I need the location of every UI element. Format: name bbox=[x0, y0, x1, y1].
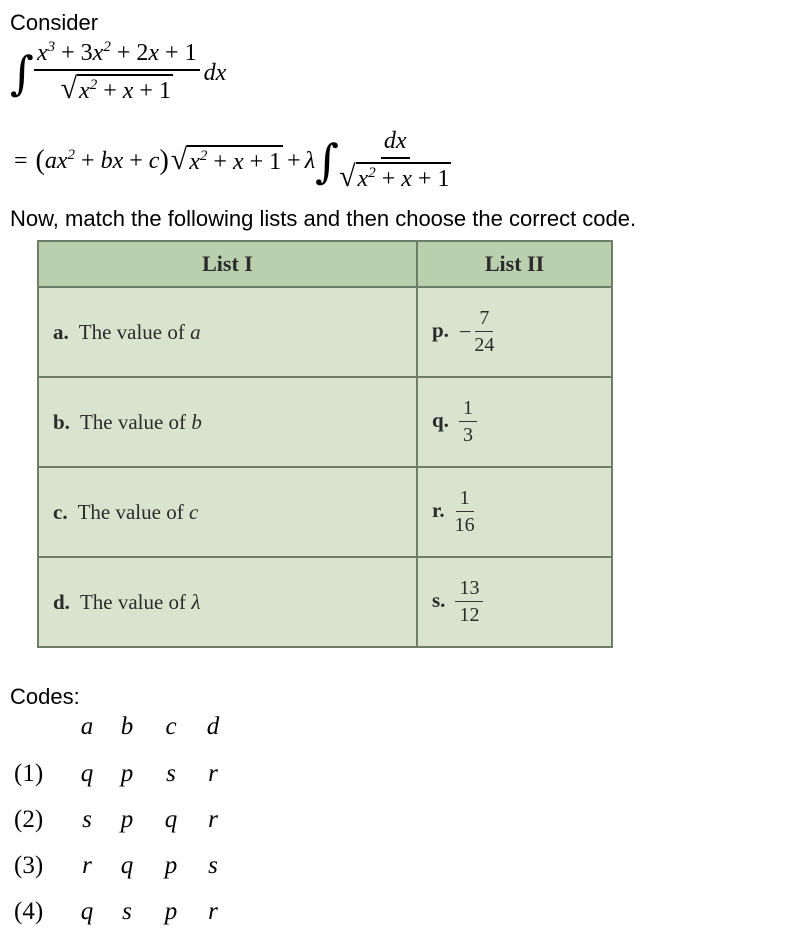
code-cell: p bbox=[164, 898, 178, 925]
integral-sign: ∫ bbox=[10, 46, 34, 100]
row-text: The value of bbox=[79, 409, 187, 434]
code-cell: s bbox=[122, 898, 132, 925]
match-table-image bbox=[37, 240, 613, 648]
code-header-cell: c bbox=[165, 713, 177, 740]
code-cell: r bbox=[208, 898, 218, 925]
table-row bbox=[38, 467, 612, 557]
code-cell: q bbox=[120, 852, 134, 879]
row-label: b. bbox=[53, 409, 70, 434]
answer-label: p. bbox=[432, 317, 449, 342]
code-cell: q bbox=[80, 760, 94, 787]
code-cell: s bbox=[82, 806, 92, 833]
table-row bbox=[38, 377, 612, 467]
result-fraction: dx √ $x^2 + x + 1$ bbox=[339, 128, 450, 193]
intro-text: Consider bbox=[10, 10, 99, 35]
answer-sign: − bbox=[458, 319, 472, 344]
code-cell: s bbox=[166, 760, 176, 787]
code-cell: p bbox=[164, 852, 178, 879]
code-cell: s bbox=[208, 852, 218, 879]
row-variable: λ bbox=[191, 589, 201, 614]
row-variable: a bbox=[190, 319, 201, 344]
answer-fraction: $\frac{13}{12}$ bbox=[455, 577, 483, 627]
option-number: (1) bbox=[14, 760, 44, 787]
answer-fraction: $\frac{1}{3}$ bbox=[459, 397, 477, 447]
row-label: c. bbox=[53, 499, 68, 524]
row-variable: c bbox=[188, 499, 199, 524]
equation-integral: ∫ $x^3 + 3x^2 + 2x + 1$ √ $x^2 + x + 1$ dx bbox=[10, 39, 227, 105]
code-cell: q bbox=[80, 898, 94, 925]
integral-sign: ∫ bbox=[315, 134, 340, 188]
code-cell: r bbox=[208, 760, 218, 787]
answer-label: s. bbox=[432, 587, 446, 612]
codes-label: Codes: bbox=[10, 684, 80, 709]
list-i-header: List I bbox=[38, 241, 417, 287]
code-header-cell: d bbox=[206, 713, 220, 740]
answer-label: r. bbox=[432, 497, 445, 522]
table-row bbox=[38, 557, 612, 647]
row-label: d. bbox=[53, 589, 70, 614]
answer-label: q. bbox=[432, 407, 449, 432]
code-cell: p bbox=[120, 760, 134, 787]
code-cell: r bbox=[82, 852, 92, 879]
code-cell: q bbox=[164, 806, 178, 833]
option-number: (2) bbox=[14, 806, 44, 833]
code-header-cell: a bbox=[80, 713, 94, 740]
row-text: The value of bbox=[79, 589, 187, 614]
equation-result: = ( $ax^2$ + bx + c ) √ $x^2 + x + 1$ + λ ∫ dx √ $x^2 + x + 1$ bbox=[14, 128, 450, 193]
row-variable: b bbox=[191, 409, 202, 434]
code-cell: r bbox=[208, 806, 218, 833]
row-label: a. bbox=[53, 319, 69, 344]
code-cell: p bbox=[120, 806, 134, 833]
match-table bbox=[37, 240, 613, 648]
instruction-text: Now, match the following lists and then choose the correct code. bbox=[10, 206, 637, 231]
row-text: The value of bbox=[78, 319, 185, 344]
option-number: (3) bbox=[14, 852, 44, 879]
answer-fraction: $\frac{7}{24}$ bbox=[474, 307, 495, 356]
option-number: (4) bbox=[14, 898, 44, 925]
code-header-cell: b bbox=[120, 713, 134, 740]
answer-fraction: $\frac{1}{16}$ bbox=[454, 487, 475, 536]
integrand-fraction: $x^3 + 3x^2 + 2x + 1$ √ $x^2 + x + 1$ bbox=[34, 40, 200, 106]
table-row bbox=[38, 287, 612, 377]
row-text: The value of bbox=[77, 499, 184, 524]
list-ii-header: List II bbox=[417, 241, 612, 287]
